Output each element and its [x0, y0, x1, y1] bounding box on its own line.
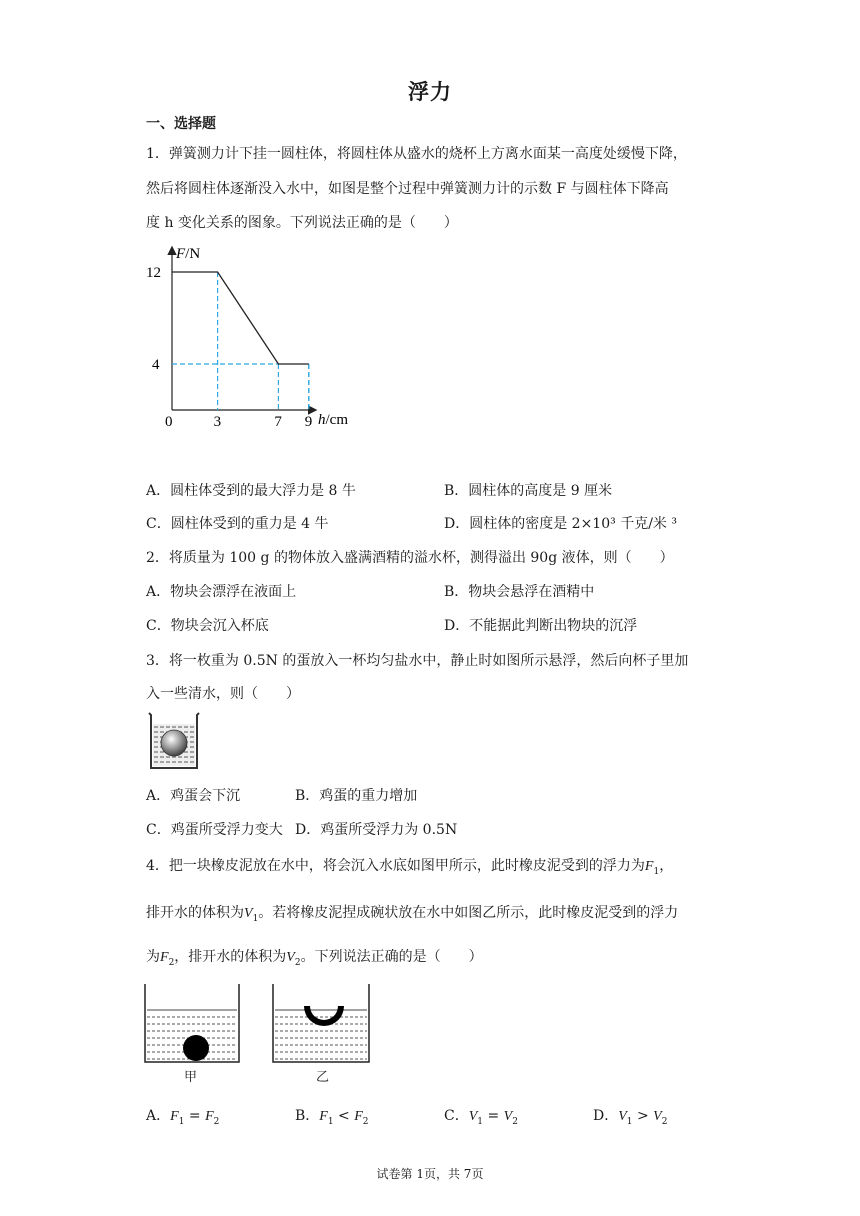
force-height-chart — [140, 238, 370, 433]
q4-text-line1: 4．把一块橡皮泥放在水中，将会沉入水底如图甲所示，此时橡皮泥受到的浮力为$F_1$， — [146, 858, 674, 877]
q4-option-b[interactable]: B．$F_1 < F_2$ — [295, 1108, 369, 1127]
figure-label-yi: 乙 — [316, 1070, 330, 1085]
q3-text-line1: 3．将一枚重为 0.5N 的蛋放入一杯均匀盐水中，静止时如图所示悬浮，然后向杯子里加 — [146, 653, 689, 669]
y-tick-label-12: 12 — [146, 265, 161, 281]
q1-text-line1: 1．弹簧测力计下挂一圆柱体，将圆柱体从盛水的烧杯上方离水面某一高度处缓慢下降， — [146, 146, 687, 162]
q2-option-d[interactable]: D．不能据此判断出物块的沉浮 — [444, 618, 638, 634]
q2-option-b[interactable]: B．物块会悬浮在酒精中 — [444, 584, 595, 600]
figure-jia-sunk-clay — [142, 984, 242, 1064]
x-tick-label-7: 7 — [274, 414, 282, 430]
q3-option-a[interactable]: A．鸡蛋会下沉 — [146, 788, 241, 804]
x-tick-label-9: 9 — [304, 414, 313, 430]
y-tick-label-4: 4 — [152, 357, 160, 373]
section-heading: 一、选择题 — [146, 116, 216, 132]
q4-text-line2: 排开水的体积为$V_1$。若将橡皮泥捏成碗状放在水中如图乙所示，此时橡皮泥受到的浮力 — [146, 905, 679, 924]
page-title: 浮力 — [408, 80, 452, 104]
q3-option-c[interactable]: C．鸡蛋所受浮力变大 — [146, 822, 283, 838]
q3-option-d[interactable]: D．鸡蛋所受浮力为 0.5N — [295, 822, 458, 838]
q3-option-b[interactable]: B．鸡蛋的重力增加 — [295, 788, 418, 804]
x-axis-label: h/cm — [318, 412, 348, 428]
q1-text-line3: 度 h 变化关系的图象。下列说法正确的是（ ） — [146, 215, 458, 231]
egg — [161, 730, 187, 756]
q1-option-c[interactable]: C．圆柱体受到的重力是 4 牛 — [146, 516, 329, 532]
figure-yi-bowl-clay — [270, 984, 372, 1064]
clay-bowl — [304, 1006, 344, 1026]
clay-ball — [183, 1035, 209, 1061]
data-line — [172, 272, 309, 364]
q2-option-c[interactable]: C．物块会沉入杯底 — [146, 618, 269, 634]
x-tick-label-0: 0 — [165, 414, 173, 430]
q3-text-line2: 入一些清水，则（ ） — [146, 686, 300, 702]
x-tick-label-3: 3 — [213, 414, 222, 430]
figure-label-jia: 甲 — [184, 1070, 198, 1085]
q2-text-line1: 2．将质量为 100 g 的物体放入盛满酒精的溢水杯，测得溢出 90g 液体，则（ ） — [146, 550, 674, 566]
q4-text-line3: 为$F_2$，排开水的体积为$V_2$。下列说法正确的是（ ） — [146, 949, 483, 968]
q4-option-c[interactable]: C．$V_1 = V_2$ — [444, 1108, 518, 1127]
q4-option-d[interactable]: D．$V_1 > V_2$ — [593, 1108, 668, 1127]
page-footer: 试卷第 1页，共 7页 — [376, 1167, 484, 1181]
beaker-egg-figure — [145, 710, 203, 772]
q1-option-a[interactable]: A．圆柱体受到的最大浮力是 8 牛 — [146, 483, 356, 499]
q1-text-line2: 然后将圆柱体逐渐没入水中，如图是整个过程中弹簧测力计的示数 F 与圆柱体下降高 — [146, 181, 669, 197]
q1-option-d[interactable]: D．圆柱体的密度是 2×10³ 千克/米 ³ — [444, 516, 677, 532]
y-axis-label: F/N — [176, 246, 201, 262]
q4-option-a[interactable]: A．$F_1 = F_2$ — [146, 1108, 220, 1127]
q1-option-b[interactable]: B．圆柱体的高度是 9 厘米 — [444, 483, 613, 499]
q2-option-a[interactable]: A．物块会漂浮在液面上 — [146, 584, 297, 600]
